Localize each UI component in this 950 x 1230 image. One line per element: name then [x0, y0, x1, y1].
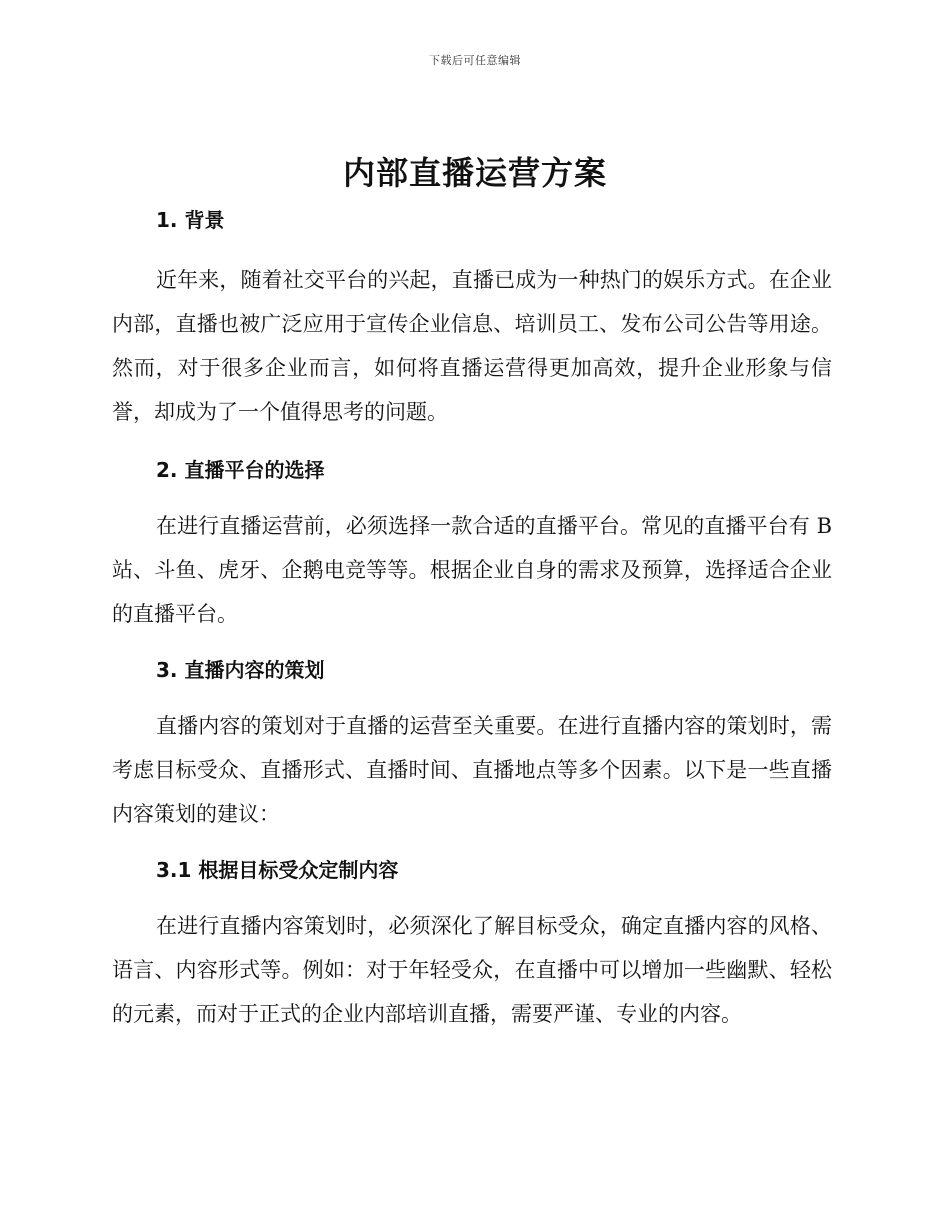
- document-title: 内部直播运营方案: [342, 154, 607, 192]
- section-heading-background: 1. 背景: [156, 208, 225, 232]
- section-heading-platform-choice: 2. 直播平台的选择: [156, 458, 325, 482]
- document-body: [112, 200, 832, 1036]
- section-heading-content-planning: 3. 直播内容的策划: [156, 658, 325, 682]
- section-paragraph-platform-choice: 在进行直播运营前，必须选择一款合适的直播平台。常见的直播平台有 B 站、斗鱼、虎牙、企鹅电竞等等。根据企业自身的需求及预算，选择适合企业的直播平台。: [112, 514, 832, 626]
- section-paragraph-content-planning: 直播内容的策划对于直播的运营至关重要。在进行直播内容的策划时，需考虑目标受众、直播形式、直播时间、直播地点等多个因素。以下是一些直播内容策划的建议：: [112, 714, 832, 826]
- section-paragraph-audience-content: 在进行直播内容策划时，必须深化了解目标受众，确定直播内容的风格、语言、内容形式等。例如：对于年轻受众，在直播中可以增加一些幽默、轻松的元素，而对于正式的企业内部培训直播，需要严谨、专业的内容。: [112, 914, 832, 1026]
- page-header-note: 下载后可任意编辑: [429, 54, 521, 67]
- section-paragraph-background: 近年来，随着社交平台的兴起，直播已成为一种热门的娱乐方式。在企业内部，直播也被广泛应用于宣传企业信息、培训员工、发布公司公告等用途。然而，对于很多企业而言，如何将直播运营得更加高效，提升企业形象与信誉，却成为了一个值得思考的问题。: [112, 268, 832, 424]
- section-heading-audience-content: 3.1 根据目标受众定制内容: [156, 858, 399, 882]
